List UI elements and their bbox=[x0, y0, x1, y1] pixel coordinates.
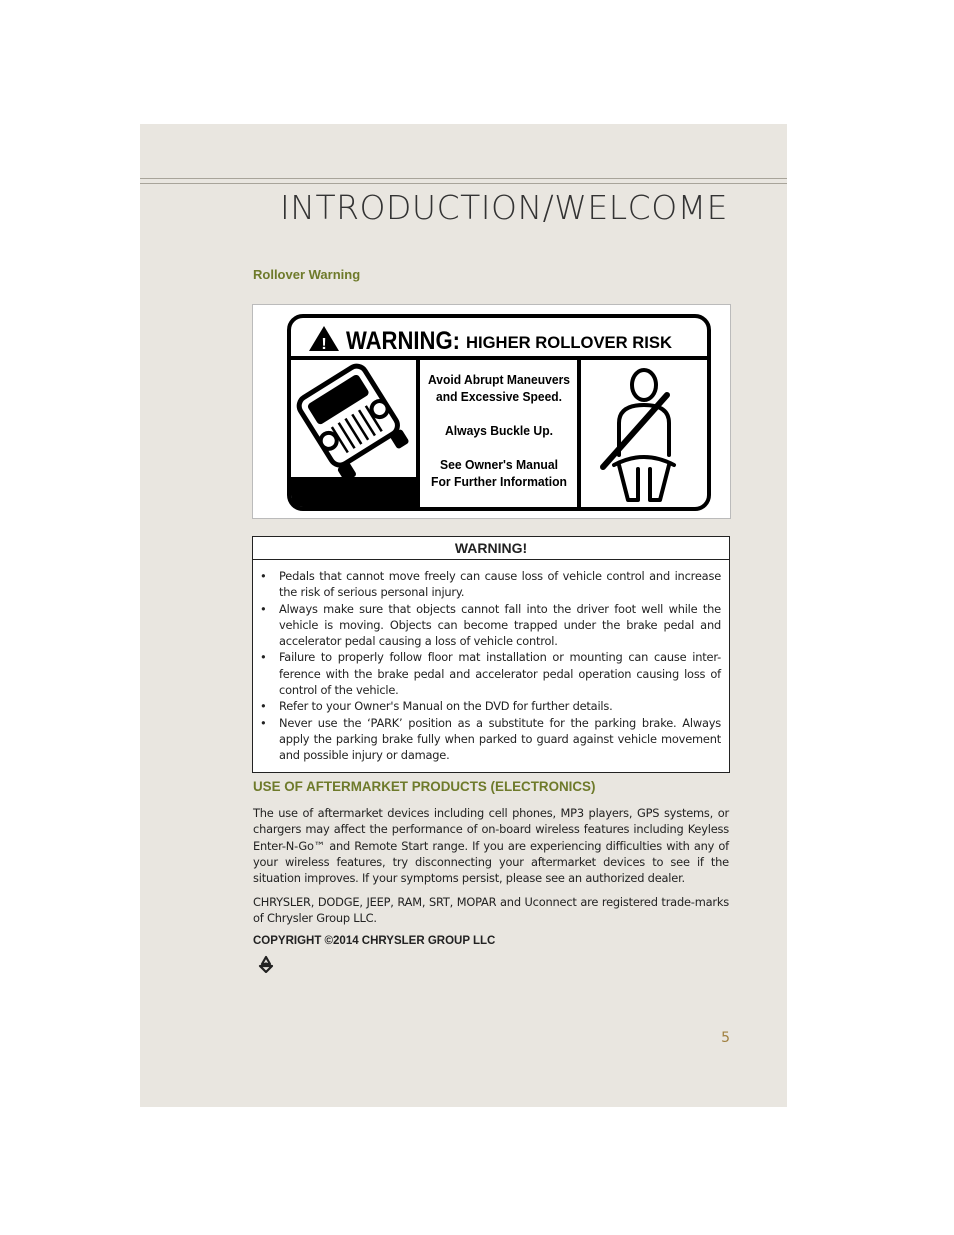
warning-box-title: WARNING! bbox=[253, 537, 729, 560]
copyright-notice: COPYRIGHT ©2014 CHRYSLER GROUP LLC bbox=[253, 935, 496, 947]
aftermarket-heading: USE OF AFTERMARKET PRODUCTS (ELECTRONICS) bbox=[253, 779, 596, 794]
aftermarket-paragraph: The use of aftermarket devices including cell phones, MP3 players, GPS systems, or chargers may affect the performance of on-board wireless features including Keyless Enter-N-Go™ and Remote Start range. If you are experiencing difficulties with any of your wireless features, try disconnecting your aftermarket devices to see if the situation improves. If your symptoms persist, please see an authorized dealer. bbox=[253, 806, 729, 886]
recycle-icon bbox=[257, 955, 275, 973]
warning-list bbox=[253, 560, 729, 764]
warning-item: • Pedals that cannot move freely can cause loss of vehicle control and increase the risk of serious personal injury. bbox=[279, 568, 721, 601]
warning-item: • Always make sure that objects cannot fall into the driver foot well while the vehicle is moving. Objects can become trapped under the brake pedal and accelerator pedal causing a loss of vehicle control. bbox=[279, 601, 721, 650]
label-line-5: For Further Information bbox=[431, 475, 567, 489]
label-line-2: and Excessive Speed. bbox=[436, 390, 562, 404]
warning-item: • Never use the ‘PARK’ position as a substitute for the parking brake. Always apply the parking brake fully when parked to guard against vehicle movement and possible injury or damage. bbox=[279, 715, 721, 764]
label-title-big: WARNING: bbox=[346, 327, 460, 355]
header-rule-top bbox=[140, 178, 787, 179]
label-line-1: Avoid Abrupt Maneuvers bbox=[428, 373, 571, 387]
warning-item: • Failure to properly follow floor mat installation or mounting can cause inter-ference with the brake pedal and accelerator pedal operation causing loss of control of the vehicle. bbox=[279, 649, 721, 698]
warning-item: • Refer to your Owner's Manual on the DVD for further details. bbox=[279, 698, 721, 714]
label-title-small: HIGHER ROLLOVER RISK bbox=[466, 334, 673, 352]
header-rule-bottom bbox=[140, 183, 787, 184]
label-line-3: Always Buckle Up. bbox=[445, 424, 553, 438]
warning-box bbox=[252, 536, 730, 773]
page-number: 5 bbox=[721, 1030, 730, 1046]
section-title: INTRODUCTION/WELCOME bbox=[280, 188, 728, 227]
rollover-warning-heading: Rollover Warning bbox=[253, 267, 361, 282]
warning-exclamation: ! bbox=[321, 336, 327, 353]
rollover-warning-label bbox=[252, 304, 731, 519]
label-line-4: See Owner's Manual bbox=[440, 458, 558, 472]
manual-page bbox=[140, 124, 787, 1107]
trademarks-paragraph: CHRYSLER, DODGE, JEEP, RAM, SRT, MOPAR and Uconnect are registered trade-marks of Chrysler Group LLC. bbox=[253, 895, 729, 926]
